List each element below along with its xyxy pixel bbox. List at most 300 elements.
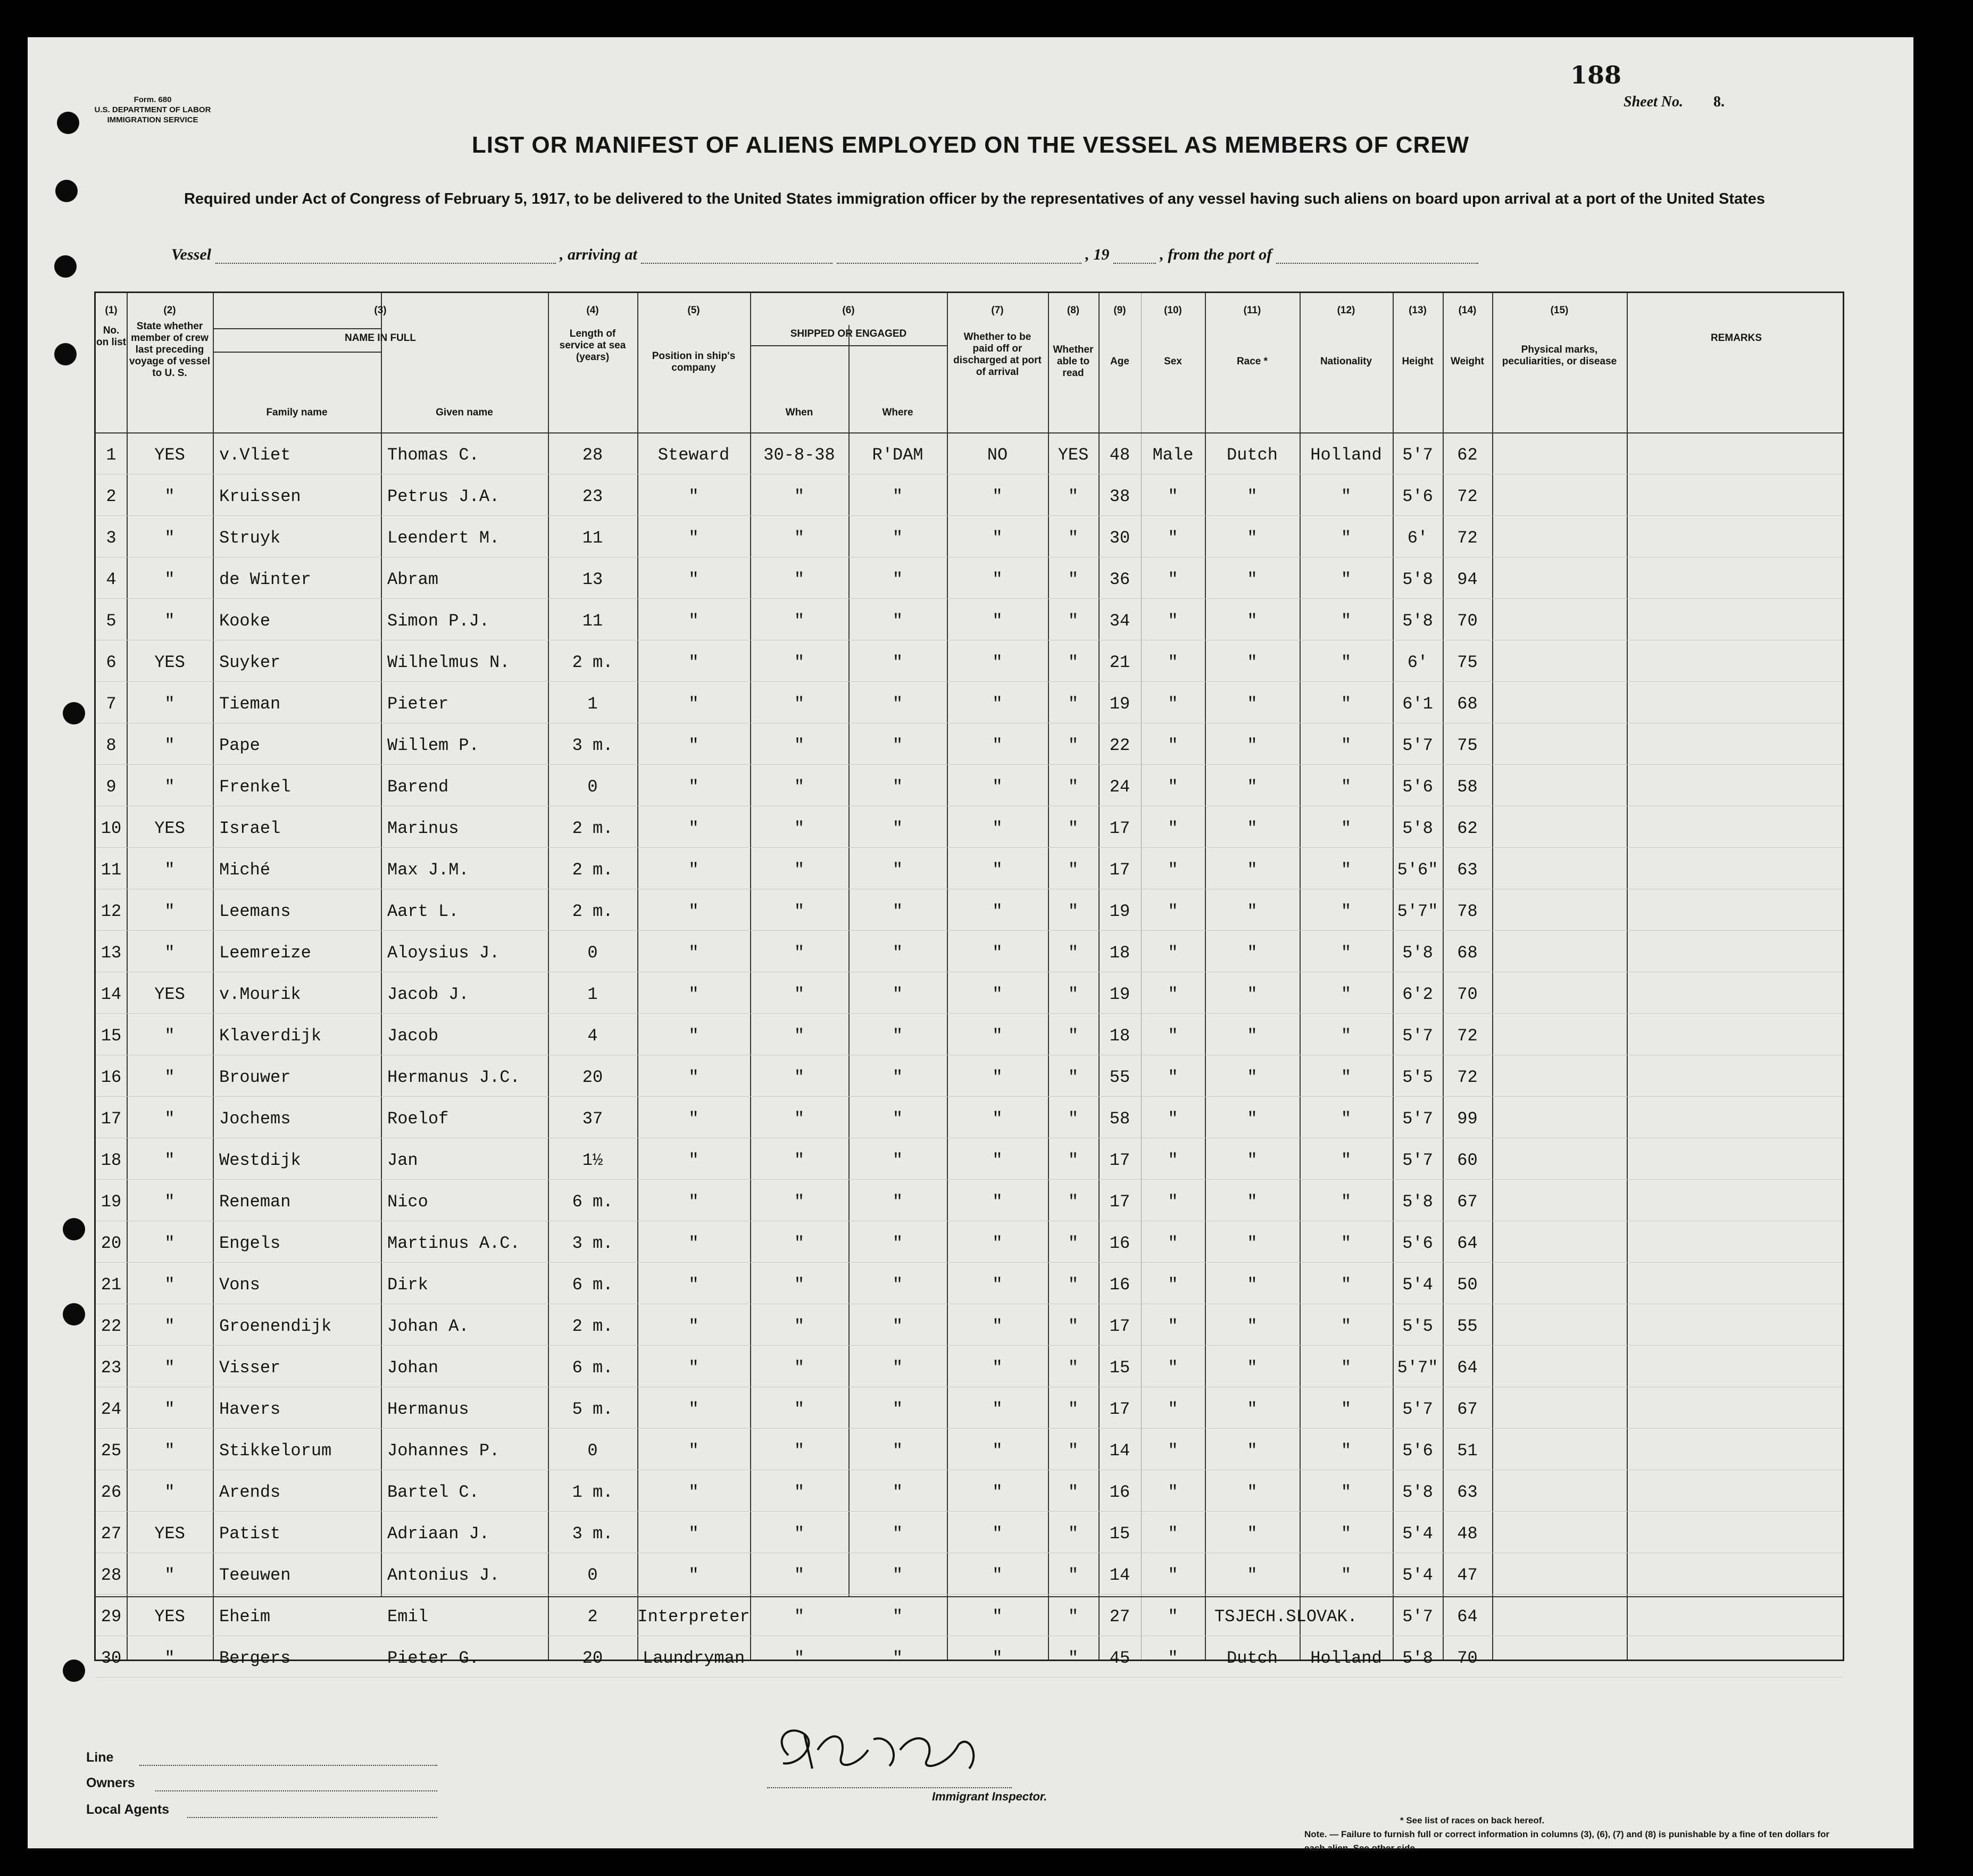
crew-no: 12 <box>101 902 122 921</box>
crew-when: " <box>794 1441 805 1461</box>
crew-when: " <box>794 1275 805 1295</box>
crew-age: 17 <box>1109 819 1130 838</box>
crew-given: Max J.M. <box>387 860 469 880</box>
crew-given: Aart L. <box>387 902 459 921</box>
crew-service: 13 <box>582 570 603 589</box>
crew-when: " <box>794 1026 805 1046</box>
crew-service: 2 m. <box>572 653 613 672</box>
crew-where: " <box>892 1482 903 1502</box>
crew-read: YES <box>1058 445 1089 465</box>
crew-age: 58 <box>1109 1109 1130 1129</box>
crew-weight: 64 <box>1457 1233 1478 1253</box>
year-label: , 19 <box>1085 246 1110 263</box>
crew-read: " <box>1068 1150 1079 1170</box>
crew-nationality: " <box>1341 1441 1352 1461</box>
owners-blank <box>155 1790 437 1791</box>
crew-where: " <box>892 902 903 921</box>
crew-where: " <box>892 1399 903 1419</box>
crew-position: " <box>688 1316 699 1336</box>
crew-weight: 67 <box>1457 1399 1478 1419</box>
crew-age: 19 <box>1109 902 1130 921</box>
crew-paid: " <box>992 487 1003 506</box>
col-label: Given name <box>436 407 493 418</box>
col-num: (4) <box>586 305 599 316</box>
crew-prev: " <box>164 902 175 921</box>
crew-read: " <box>1068 1275 1079 1295</box>
crew-nationality: " <box>1341 985 1352 1004</box>
row-rule <box>96 681 1843 682</box>
crew-when: " <box>794 985 805 1004</box>
crew-prev: YES <box>154 445 185 465</box>
crew-race: " <box>1247 736 1258 755</box>
crew-no: 18 <box>101 1150 122 1170</box>
crew-read: " <box>1068 1648 1079 1668</box>
crew-no: 21 <box>101 1275 122 1295</box>
row-rule <box>96 1262 1843 1263</box>
crew-no: 13 <box>101 943 122 963</box>
crew-weight: 94 <box>1457 570 1478 589</box>
col-label: Height <box>1402 356 1434 367</box>
crew-height: 5'7 <box>1402 736 1433 755</box>
col-num: (9) <box>1113 305 1126 316</box>
port-blank <box>1276 249 1478 264</box>
crew-service: 11 <box>582 528 603 548</box>
crew-age: 17 <box>1109 1399 1130 1419</box>
crew-weight: 99 <box>1457 1109 1478 1129</box>
crew-race: " <box>1247 1524 1258 1544</box>
crew-paid: " <box>992 1565 1003 1585</box>
crew-position: " <box>688 611 699 631</box>
crew-when: 30-8-38 <box>763 445 835 465</box>
crew-family: Tieman <box>219 694 281 714</box>
crew-age: 18 <box>1109 1026 1130 1046</box>
crew-family: Miché <box>219 860 271 880</box>
crew-nationality: " <box>1341 1565 1352 1585</box>
crew-race: " <box>1247 943 1258 963</box>
col-divider <box>1492 293 1493 1660</box>
crew-sex: " <box>1168 1192 1178 1212</box>
crew-prev: " <box>164 1150 175 1170</box>
crew-sex: " <box>1168 943 1178 963</box>
crew-service: 5 m. <box>572 1399 613 1419</box>
crew-prev: " <box>164 1109 175 1129</box>
crew-given: Barend <box>387 777 449 797</box>
owners-label: Owners <box>86 1775 135 1790</box>
crew-read: " <box>1068 1026 1079 1046</box>
crew-service: 37 <box>582 1109 603 1129</box>
crew-where: " <box>892 1316 903 1336</box>
binder-hole <box>63 1218 85 1240</box>
crew-weight: 58 <box>1457 777 1478 797</box>
service-name: IMMIGRATION SERVICE <box>107 115 198 124</box>
crew-race: Dutch <box>1226 1648 1278 1668</box>
crew-read: " <box>1068 611 1079 631</box>
crew-sex: " <box>1168 1316 1178 1336</box>
crew-when: " <box>794 694 805 714</box>
crew-nationality: " <box>1341 1482 1352 1502</box>
crew-when: " <box>794 1192 805 1212</box>
crew-age: 14 <box>1109 1441 1130 1461</box>
crew-given: Wilhelmus N. <box>387 653 510 672</box>
col-label: Where <box>882 407 913 418</box>
crew-where: " <box>892 1233 903 1253</box>
col-label: Family name <box>266 407 328 418</box>
crew-when: " <box>794 860 805 880</box>
crew-weight: 72 <box>1457 1068 1478 1087</box>
crew-service: 1 <box>587 985 598 1004</box>
crew-no: 7 <box>106 694 116 714</box>
crew-service: 1 m. <box>572 1482 613 1502</box>
crew-height: 6' <box>1407 653 1428 672</box>
crew-family: Leemreize <box>219 943 311 963</box>
crew-weight: 75 <box>1457 653 1478 672</box>
crew-paid: " <box>992 528 1003 548</box>
row-rule <box>96 1594 1843 1595</box>
crew-position: " <box>688 1068 699 1087</box>
crew-paid: " <box>992 819 1003 838</box>
row-rule <box>96 515 1843 516</box>
crew-height: 6' <box>1407 528 1428 548</box>
crew-no: 22 <box>101 1316 122 1336</box>
crew-read: " <box>1068 1192 1079 1212</box>
crew-weight: 51 <box>1457 1441 1478 1461</box>
crew-when: " <box>794 819 805 838</box>
crew-family: Suyker <box>219 653 281 672</box>
crew-given: Abram <box>387 570 439 589</box>
crew-service: 6 m. <box>572 1192 613 1212</box>
crew-paid: " <box>992 1441 1003 1461</box>
crew-sex: " <box>1168 1358 1178 1378</box>
local-agents-label: Local Agents <box>86 1802 170 1817</box>
crew-position: " <box>688 1275 699 1295</box>
col-num: (11) <box>1243 305 1261 316</box>
crew-paid: " <box>992 777 1003 797</box>
manifest-sheet <box>28 37 1913 1853</box>
crew-nationality: " <box>1341 653 1352 672</box>
crew-given: Johan <box>387 1358 439 1378</box>
crew-service: 28 <box>582 445 603 465</box>
col-num: (7) <box>991 305 1004 316</box>
crew-paid: " <box>992 1358 1003 1378</box>
crew-read: " <box>1068 1068 1079 1087</box>
col-num: (3) <box>374 305 387 316</box>
crew-sex: " <box>1168 570 1178 589</box>
col-label: Whether able to read <box>1053 344 1094 379</box>
crew-where: " <box>892 570 903 589</box>
crew-sex: Male <box>1152 445 1194 465</box>
crew-height: 6'2 <box>1402 985 1433 1004</box>
crew-age: 16 <box>1109 1482 1130 1502</box>
crew-prev: YES <box>154 1524 185 1544</box>
row-rule <box>96 764 1843 765</box>
crew-read: " <box>1068 902 1079 921</box>
crew-when: " <box>794 1150 805 1170</box>
crew-family: Arends <box>219 1482 281 1502</box>
binder-hole <box>55 180 78 202</box>
col-num: (2) <box>163 305 176 316</box>
crew-service: 0 <box>587 943 598 963</box>
crew-given: Simon P.J. <box>387 611 490 631</box>
crew-service: 0 <box>587 1565 598 1585</box>
crew-no: 11 <box>101 860 122 880</box>
crew-race: " <box>1247 1068 1258 1087</box>
header-bottom-rule <box>96 432 1843 433</box>
form-identifier <box>84 95 222 125</box>
crew-nationality: " <box>1341 1316 1352 1336</box>
crew-paid: " <box>992 1648 1003 1668</box>
page-title: LIST OR MANIFEST OF ALIENS EMPLOYED ON THE VESSEL AS MEMBERS OF CREW <box>471 132 1470 158</box>
crew-family: Jochems <box>219 1109 291 1129</box>
crew-position: " <box>688 1441 699 1461</box>
crew-weight: 60 <box>1457 1150 1478 1170</box>
crew-family: Brouwer <box>219 1068 291 1087</box>
crew-race: " <box>1247 653 1258 672</box>
vessel-blank <box>215 249 556 264</box>
crew-when: " <box>794 1648 805 1668</box>
crew-position: " <box>688 902 699 921</box>
crew-where: " <box>892 736 903 755</box>
crew-given: Jacob J. <box>387 985 469 1004</box>
vessel-line <box>171 246 1767 264</box>
crew-height: 5'7 <box>1402 445 1433 465</box>
crew-sex: " <box>1168 1275 1178 1295</box>
col-num: (13) <box>1409 305 1427 316</box>
col-divider <box>213 293 214 1660</box>
fine-note: Note. — Failure to furnish full or correct information in columns (3), (6), (7) and (8) is punishable by a fine of ten dollars for each alien. See other side. <box>1304 1829 1830 1853</box>
page-number: 188 <box>1570 61 1622 89</box>
crew-read: " <box>1068 1316 1079 1336</box>
crew-position: Steward <box>657 445 730 465</box>
crew-prev: YES <box>154 985 185 1004</box>
crew-age: 17 <box>1109 1192 1130 1212</box>
row-rule <box>96 847 1843 848</box>
crew-no: 25 <box>101 1441 122 1461</box>
crew-when: " <box>794 611 805 631</box>
col-label: Whether to be paid off or discharged at port of arrival <box>953 331 1042 378</box>
crew-age: 17 <box>1109 860 1130 880</box>
crew-where: " <box>892 1358 903 1378</box>
crew-given: Emil <box>387 1607 428 1627</box>
crew-family: Pape <box>219 736 260 755</box>
crew-height: 5'6 <box>1402 777 1433 797</box>
crew-no: 17 <box>101 1109 122 1129</box>
crew-weight: 64 <box>1457 1607 1478 1627</box>
row-rule <box>96 1096 1843 1097</box>
crew-service: 1½ <box>582 1150 603 1170</box>
crew-race: " <box>1247 694 1258 714</box>
crew-nationality: " <box>1341 528 1352 548</box>
binder-hole <box>63 1303 85 1325</box>
crew-position: " <box>688 1150 699 1170</box>
crew-sex: " <box>1168 1150 1178 1170</box>
crew-height: 5'5 <box>1402 1316 1433 1336</box>
crew-prev: " <box>164 1358 175 1378</box>
crew-sex: " <box>1168 611 1178 631</box>
crew-position: " <box>688 985 699 1004</box>
crew-paid: NO <box>987 445 1008 465</box>
crew-where: " <box>892 1441 903 1461</box>
crew-prev: " <box>164 1233 175 1253</box>
crew-no: 6 <box>106 653 116 672</box>
crew-nationality: Holland <box>1310 1648 1382 1668</box>
crew-age: 55 <box>1109 1068 1130 1087</box>
crew-height: 6'1 <box>1402 694 1433 714</box>
crew-height: 5'8 <box>1402 570 1433 589</box>
crew-race: " <box>1247 1192 1258 1212</box>
crew-position: " <box>688 570 699 589</box>
crew-sex: " <box>1168 1109 1178 1129</box>
crew-where: " <box>892 860 903 880</box>
crew-given: Johan A. <box>387 1316 469 1336</box>
col-num: (10) <box>1164 305 1182 316</box>
crew-sex: " <box>1168 985 1178 1004</box>
crew-nationality: " <box>1341 1524 1352 1544</box>
crew-race: " <box>1247 1399 1258 1419</box>
crew-race: " <box>1247 1026 1258 1046</box>
crew-read: " <box>1068 1607 1079 1627</box>
crew-nationality: " <box>1341 736 1352 755</box>
crew-given: Pieter G. <box>387 1648 479 1668</box>
crew-family: Visser <box>219 1358 281 1378</box>
crew-position: " <box>688 1192 699 1212</box>
crew-given: Hermanus <box>387 1399 469 1419</box>
crew-read: " <box>1068 1524 1079 1544</box>
crew-service: 23 <box>582 487 603 506</box>
crew-nationality: " <box>1341 819 1352 838</box>
crew-paid: " <box>992 1316 1003 1336</box>
crew-service: 2 m. <box>572 902 613 921</box>
crew-no: 4 <box>106 570 116 589</box>
crew-given: Martinus A.C. <box>387 1233 520 1253</box>
crew-when: " <box>794 1109 805 1129</box>
row-rule <box>96 1013 1843 1014</box>
crew-no: 23 <box>101 1358 122 1378</box>
crew-race: TSJECH.SLOVAK. <box>1214 1607 1358 1627</box>
crew-given: Dirk <box>387 1275 428 1295</box>
crew-height: 5'4 <box>1402 1565 1433 1585</box>
crew-service: 0 <box>587 777 598 797</box>
crew-sex: " <box>1168 694 1178 714</box>
crew-no: 5 <box>106 611 116 631</box>
crew-prev: " <box>164 1441 175 1461</box>
crew-position: " <box>688 819 699 838</box>
crew-prev: " <box>164 1275 175 1295</box>
crew-service: 11 <box>582 611 603 631</box>
crew-race: " <box>1247 902 1258 921</box>
crew-when: " <box>794 943 805 963</box>
crew-read: " <box>1068 653 1079 672</box>
crew-paid: " <box>992 1109 1003 1129</box>
crew-no: 1 <box>106 445 116 465</box>
crew-no: 14 <box>101 985 122 1004</box>
crew-where: " <box>892 694 903 714</box>
col-label: State whether member of crew last preceding voyage of vessel to U. S. <box>129 321 211 379</box>
crew-sex: " <box>1168 902 1178 921</box>
row-rule <box>96 1179 1843 1180</box>
crew-sex: " <box>1168 1482 1178 1502</box>
crew-prev: " <box>164 570 175 589</box>
crew-prev: " <box>164 777 175 797</box>
crew-position: " <box>688 777 699 797</box>
crew-when: " <box>794 777 805 797</box>
inspector-line <box>767 1787 1012 1788</box>
crew-age: 16 <box>1109 1275 1130 1295</box>
crew-weight: 68 <box>1457 943 1478 963</box>
crew-race: " <box>1247 487 1258 506</box>
crew-sex: " <box>1168 528 1178 548</box>
crew-given: Aloysius J. <box>387 943 500 963</box>
crew-family: Frenkel <box>219 777 291 797</box>
crew-given: Jacob <box>387 1026 439 1046</box>
crew-read: " <box>1068 1399 1079 1419</box>
crew-given: Leendert M. <box>387 528 500 548</box>
crew-paid: " <box>992 1524 1003 1544</box>
crew-race: Dutch <box>1226 445 1278 465</box>
crew-position: " <box>688 1109 699 1129</box>
crew-nationality: " <box>1341 943 1352 963</box>
crew-where: " <box>892 611 903 631</box>
crew-race: " <box>1247 1358 1258 1378</box>
crew-no: 28 <box>101 1565 122 1585</box>
crew-nationality: " <box>1341 1358 1352 1378</box>
year-blank <box>1113 249 1156 264</box>
sheet-label: Sheet No. <box>1624 94 1683 110</box>
crew-age: 45 <box>1109 1648 1130 1668</box>
crew-paid: " <box>992 1482 1003 1502</box>
crew-prev: " <box>164 1565 175 1585</box>
col-label: Physical marks, peculiarities, or disease <box>1502 344 1617 367</box>
crew-nationality: " <box>1341 1275 1352 1295</box>
crew-paid: " <box>992 736 1003 755</box>
col-num: (5) <box>687 305 700 316</box>
crew-height: 5'7 <box>1402 1150 1433 1170</box>
arriving-label: , arriving at <box>560 246 637 263</box>
crew-age: 17 <box>1109 1316 1130 1336</box>
crew-prev: YES <box>154 653 185 672</box>
crew-race: " <box>1247 1233 1258 1253</box>
crew-family: Kooke <box>219 611 271 631</box>
crew-height: 5'7 <box>1402 1399 1433 1419</box>
row-rule <box>96 1511 1843 1512</box>
sheet-number <box>1624 94 1725 111</box>
crew-where: " <box>892 1109 903 1129</box>
crew-paid: " <box>992 1026 1003 1046</box>
crew-given: Adriaan J. <box>387 1524 490 1544</box>
crew-position: " <box>688 1524 699 1544</box>
crew-height: 5'8 <box>1402 943 1433 963</box>
crew-race: " <box>1247 1275 1258 1295</box>
crew-service: 0 <box>587 1441 598 1461</box>
crew-weight: 47 <box>1457 1565 1478 1585</box>
col-num: (14) <box>1458 305 1477 316</box>
department-name: U.S. DEPARTMENT OF LABOR <box>94 105 211 114</box>
crew-prev: " <box>164 487 175 506</box>
crew-race: " <box>1247 570 1258 589</box>
crew-family: Patist <box>219 1524 281 1544</box>
crew-read: " <box>1068 819 1079 838</box>
crew-position: " <box>688 487 699 506</box>
crew-prev: " <box>164 611 175 631</box>
crew-given: Marinus <box>387 819 459 838</box>
crew-nationality: Holland <box>1310 445 1382 465</box>
col-label: Position in ship's company <box>652 351 736 373</box>
crew-read: " <box>1068 1482 1079 1502</box>
crew-race: " <box>1247 1482 1258 1502</box>
col-num: (1) <box>105 305 118 316</box>
crew-sex: " <box>1168 1399 1178 1419</box>
crew-family: Eheim <box>219 1607 271 1627</box>
crew-nationality: " <box>1341 1026 1352 1046</box>
